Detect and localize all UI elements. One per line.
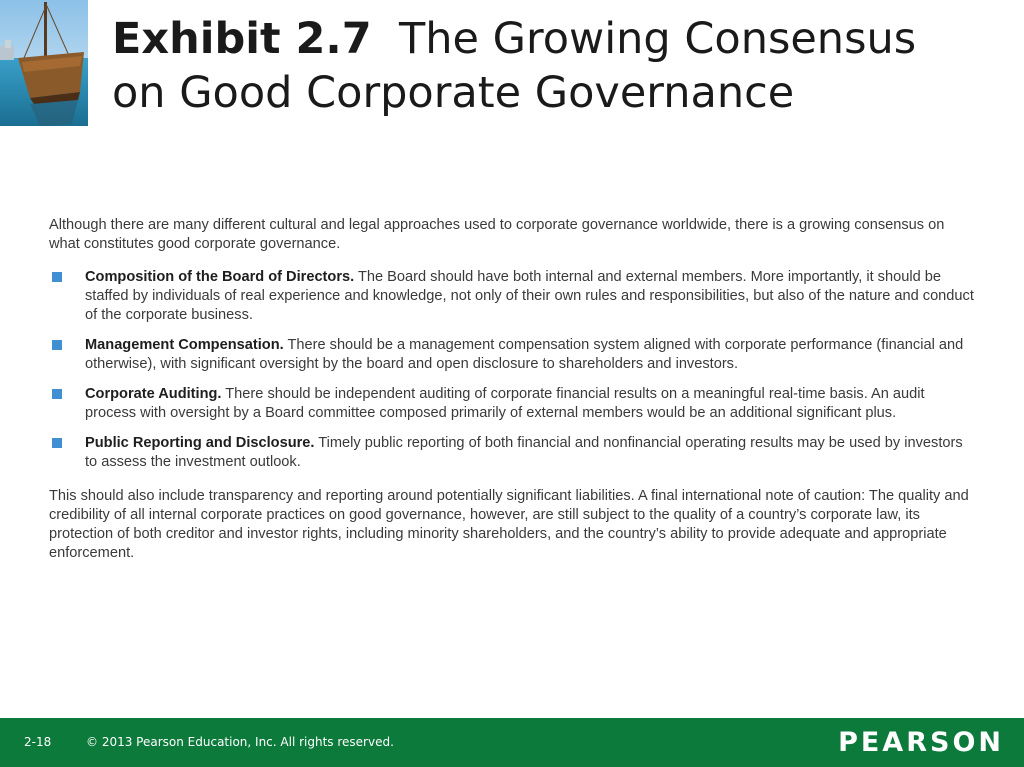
bullet-heading: Corporate Auditing. [85, 386, 222, 402]
bullet-text: Timely public reporting of both financial and nonfinancial operating results may be used by investors to assess the investment outlook. [85, 435, 963, 470]
footer-bar [0, 718, 1024, 767]
square-bullet-icon [52, 272, 62, 282]
bullet-text: There should be independent auditing of corporate financial results on a meaningful real-time basis. An audit process with oversight by a Board committee composed primarily of external members would be an additional significant plus. [85, 386, 925, 421]
governance-bullet-list [49, 268, 977, 472]
square-bullet-icon [52, 340, 62, 350]
pearson-logo: PEARSON [838, 727, 1004, 758]
list-item [49, 268, 977, 325]
square-bullet-icon [52, 438, 62, 448]
list-item [49, 336, 977, 374]
closing-paragraph: This should also include transparency and reporting around potentially significant liabilities. A final international note of caution: The quality and credibility of all internal corporate practices on good governance, however, are still subject to the quality of a country’s corporate law, its protection of both creditor and investor rights, including minority shareholders, and the country’s ability to provide adequate and appropriate enforcement. [49, 488, 969, 561]
intro-paragraph: Although there are many different cultural and legal approaches used to corporate governance worldwide, there is a growing consensus on what constitutes good corporate governance. [49, 217, 945, 252]
bullet-text: There should be a management compensation system aligned with corporate performance (financial and otherwise), with significant oversight by the board and open disclosure to shareholders and investors. [85, 337, 964, 372]
bullet-text: The Board should have both internal and external members. More importantly, it should be staffed by individuals of real experience and knowledge, not only of their own rules and responsibilities, but also of the nature and conduct of the corporate business. [85, 269, 974, 323]
exhibit-body [49, 216, 977, 563]
title-text-line1: The Growing Consensus [399, 14, 917, 64]
slide-title [112, 12, 1012, 120]
copyright-notice: © 2013 Pearson Education, Inc. All rights reserved. [86, 735, 394, 749]
list-item [49, 434, 977, 472]
square-bullet-icon [52, 389, 62, 399]
harbor-boat-photo [0, 0, 88, 126]
page-number: 2-18 [24, 735, 52, 749]
bullet-heading: Public Reporting and Disclosure. [85, 435, 315, 451]
list-item [49, 385, 977, 423]
bullet-heading: Composition of the Board of Directors. [85, 269, 355, 285]
title-text-line2: on Good Corporate Governance [112, 68, 795, 118]
bullet-heading: Management Compensation. [85, 337, 284, 353]
title-exhibit-number: Exhibit 2.7 [112, 14, 372, 64]
